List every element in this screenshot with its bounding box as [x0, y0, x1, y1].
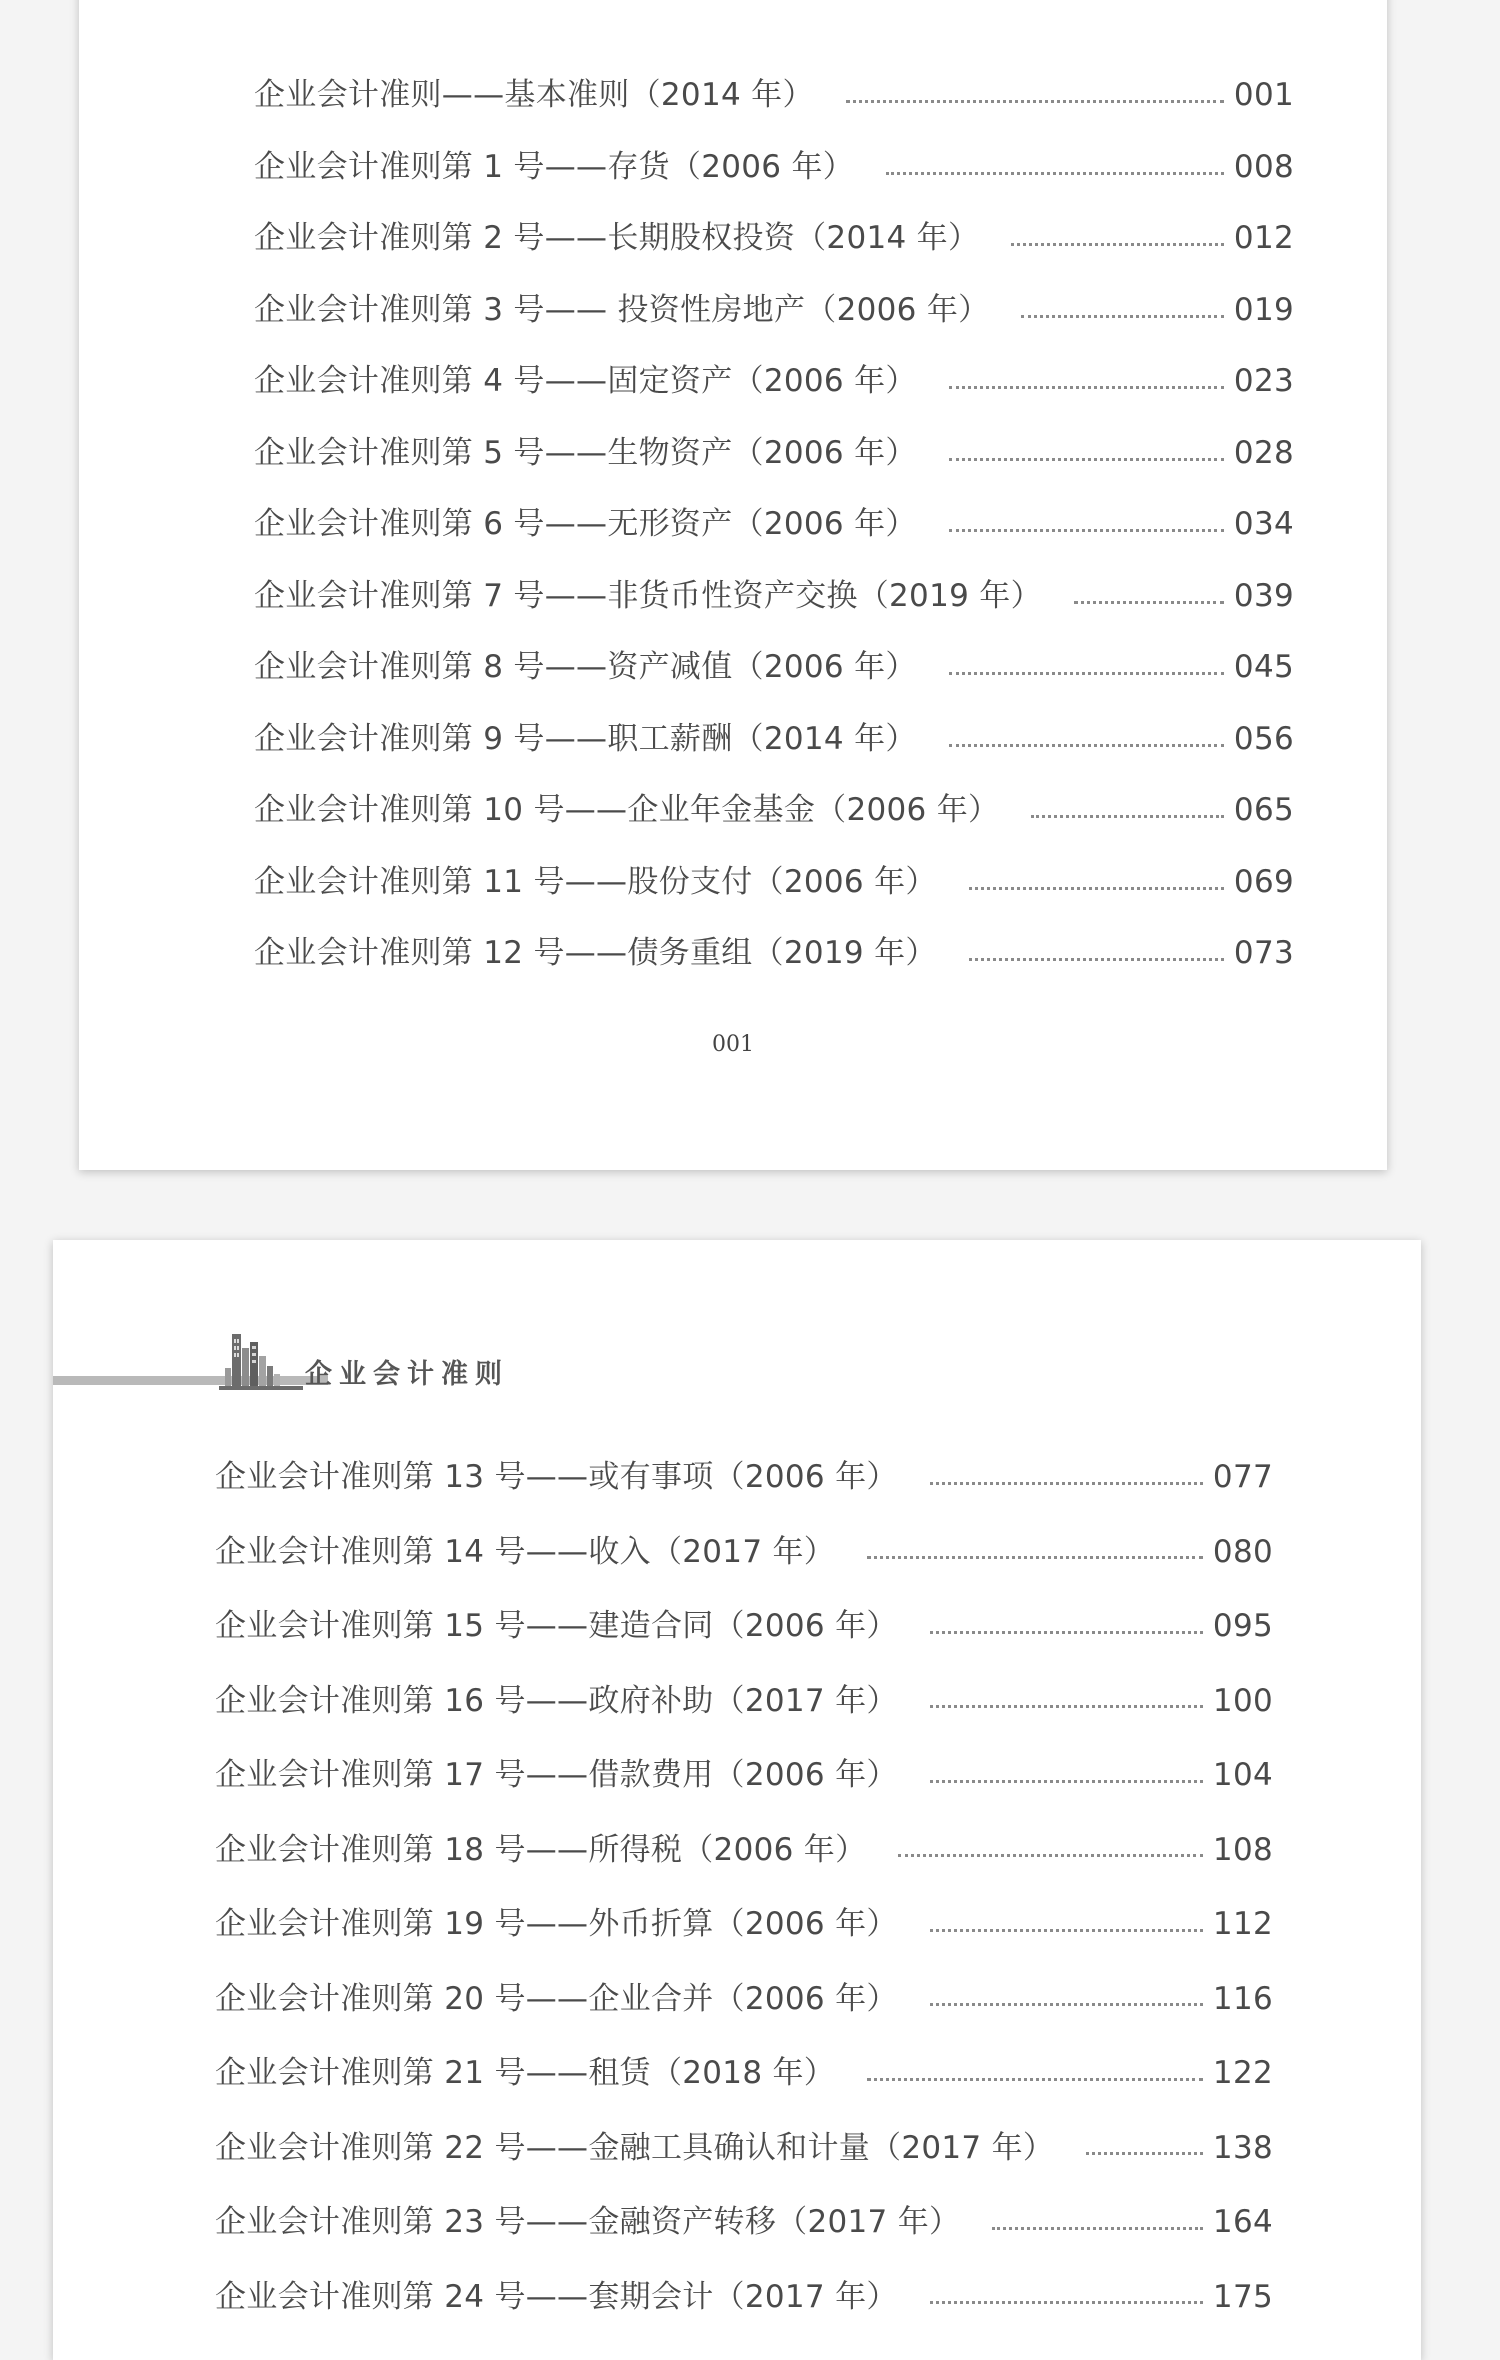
toc-entry-title: 企业会计准则第 17 号——借款费用（2006 年）	[215, 1757, 898, 1793]
toc-entry-page: 001	[1233, 77, 1294, 113]
dot-leader	[1031, 815, 1224, 818]
running-header-title: 企业会计准则	[305, 1359, 509, 1390]
toc-entry-title: 企业会计准则第 1 号——存货（2006 年）	[254, 148, 855, 185]
toc-entry[interactable]	[254, 346, 1294, 418]
toc-entry-title: 企业会计准则第 5 号——生物资产（2006 年）	[254, 434, 917, 471]
toc-entry-title: 企业会计准则第 10 号——企业年金基金（2006 年）	[254, 792, 1000, 828]
dot-leader	[930, 2301, 1203, 2304]
toc-entry-title: 企业会计准则第 7 号——非货币性资产交换（2019 年）	[254, 577, 1042, 614]
toc-entry-title: 企业会计准则第 13 号——或有事项（2006 年）	[215, 1459, 898, 1495]
toc-entry[interactable]	[254, 132, 1294, 204]
dot-leader	[930, 1780, 1203, 1783]
toc-entry-title: 企业会计准则第 18 号——所得税（2006 年）	[215, 1831, 867, 1868]
toc-entry[interactable]	[215, 1589, 1273, 1664]
toc-entry[interactable]	[215, 1664, 1273, 1739]
dot-leader	[1086, 2152, 1203, 2155]
toc-entry-page: 175	[1212, 2278, 1273, 2315]
dot-leader	[867, 1556, 1203, 1559]
dot-leader	[898, 1854, 1203, 1857]
toc-entry[interactable]	[215, 1813, 1273, 1888]
toc-entry-page: 122	[1212, 2055, 1273, 2091]
toc-entry-title: 企业会计准则第 9 号——职工薪酬（2014 年）	[254, 720, 917, 757]
toc-entry-title: 企业会计准则第 4 号——固定资产（2006 年）	[254, 363, 917, 399]
toc-entry[interactable]	[254, 561, 1294, 633]
toc-entry[interactable]	[215, 2185, 1273, 2260]
toc-entry-title: 企业会计准则第 24 号——套期会计（2017 年）	[215, 2278, 898, 2315]
toc-entry-page: 008	[1233, 148, 1294, 185]
toc-entry[interactable]	[254, 489, 1294, 561]
toc-entry-page: 116	[1212, 1980, 1273, 2017]
dot-leader	[992, 2227, 1203, 2230]
toc-entry-title: 企业会计准则第 2 号——长期股权投资（2014 年）	[254, 220, 980, 256]
toc-entry-title: 企业会计准则第 19 号——外币折算（2006 年）	[215, 1906, 898, 1942]
toc-page-1	[79, 0, 1387, 1170]
toc-entry[interactable]	[254, 775, 1294, 847]
city-buildings-icon	[219, 1330, 303, 1390]
dot-leader	[1011, 243, 1224, 246]
dot-leader	[949, 672, 1224, 675]
toc-entry-title: 企业会计准则第 23 号——金融资产转移（2017 年）	[215, 2204, 961, 2240]
toc-entry[interactable]	[254, 704, 1294, 776]
toc-entry-title: 企业会计准则第 20 号——企业合并（2006 年）	[215, 1980, 898, 2017]
toc-entry-page: 034	[1233, 506, 1294, 542]
toc-page-2	[53, 1240, 1421, 2360]
dot-leader	[930, 1705, 1203, 1708]
dot-leader	[930, 1929, 1203, 1932]
dot-leader	[969, 887, 1224, 890]
toc-entry-page: 028	[1233, 434, 1294, 471]
toc-entry[interactable]	[254, 418, 1294, 490]
toc-entry-page: 080	[1212, 1533, 1273, 1570]
dot-leader	[949, 386, 1224, 389]
toc-entry-title: 企业会计准则第 8 号——资产减值（2006 年）	[254, 649, 917, 685]
toc-entry[interactable]	[215, 1738, 1273, 1813]
toc-entry-title: 企业会计准则第 12 号——债务重组（2019 年）	[254, 935, 937, 971]
toc-entry-page: 019	[1233, 291, 1294, 328]
toc-entry-title: 企业会计准则第 14 号——收入（2017 年）	[215, 1533, 836, 1570]
toc-entry[interactable]	[215, 1515, 1273, 1590]
toc-entry[interactable]	[254, 632, 1294, 704]
toc-entry[interactable]	[215, 2036, 1273, 2111]
dot-leader	[886, 172, 1224, 175]
toc-entry-title: 企业会计准则第 3 号—— 投资性房地产（2006 年）	[254, 291, 990, 328]
page-number: 001	[712, 1032, 754, 1057]
toc-entry-page: 023	[1233, 363, 1294, 399]
toc-entry[interactable]	[215, 1440, 1273, 1515]
toc-entry-page: 095	[1212, 1608, 1273, 1644]
toc-entry-title: 企业会计准则第 6 号——无形资产（2006 年）	[254, 506, 917, 542]
dot-leader	[949, 744, 1224, 747]
running-header	[53, 1326, 593, 1406]
toc-entry-title: 企业会计准则——基本准则（2014 年）	[254, 77, 814, 113]
dot-leader	[930, 1631, 1203, 1634]
dot-leader	[1074, 601, 1224, 604]
toc-entry-title: 企业会计准则第 16 号——政府补助（2017 年）	[215, 1682, 898, 1719]
toc-entry-page: 045	[1233, 649, 1294, 685]
toc-entry[interactable]	[215, 2260, 1273, 2335]
toc-entry[interactable]	[215, 2111, 1273, 2186]
toc-entry-page: 073	[1233, 935, 1294, 971]
dot-leader	[867, 2078, 1203, 2081]
dot-leader	[1021, 315, 1223, 318]
toc-entry[interactable]	[254, 918, 1294, 990]
toc-entry-page: 012	[1233, 220, 1294, 256]
toc-entry-page: 164	[1212, 2204, 1273, 2240]
toc-entry-page: 056	[1233, 720, 1294, 757]
dot-leader	[930, 2003, 1203, 2006]
toc-entry-page: 039	[1233, 577, 1294, 614]
toc-entry[interactable]	[254, 60, 1294, 132]
toc-entry-page: 077	[1212, 1459, 1273, 1495]
toc-entry[interactable]	[254, 275, 1294, 347]
toc-entry-title: 企业会计准则第 15 号——建造合同（2006 年）	[215, 1608, 898, 1644]
dot-leader	[949, 458, 1224, 461]
toc-entry-page: 069	[1233, 863, 1294, 900]
toc-entry[interactable]	[254, 847, 1294, 919]
toc-list	[215, 1440, 1273, 2334]
toc-entry-page: 138	[1212, 2129, 1273, 2166]
toc-entry-title: 企业会计准则第 11 号——股份支付（2006 年）	[254, 863, 937, 900]
toc-entry-title: 企业会计准则第 22 号——金融工具确认和计量（2017 年）	[215, 2129, 1055, 2166]
dot-leader	[969, 958, 1224, 961]
toc-entry-page: 100	[1212, 1682, 1273, 1719]
dot-leader	[846, 100, 1224, 103]
toc-entry-page: 065	[1233, 792, 1294, 828]
dot-leader	[949, 529, 1224, 532]
toc-entry[interactable]	[215, 1887, 1273, 1962]
dot-leader	[930, 1482, 1203, 1485]
toc-list	[254, 60, 1294, 990]
toc-entry[interactable]	[254, 203, 1294, 275]
toc-entry[interactable]	[215, 1962, 1273, 2037]
toc-entry-page: 108	[1212, 1831, 1273, 1868]
toc-entry-page: 112	[1212, 1906, 1273, 1942]
toc-entry-page: 104	[1212, 1757, 1273, 1793]
toc-entry-title: 企业会计准则第 21 号——租赁（2018 年）	[215, 2055, 836, 2091]
